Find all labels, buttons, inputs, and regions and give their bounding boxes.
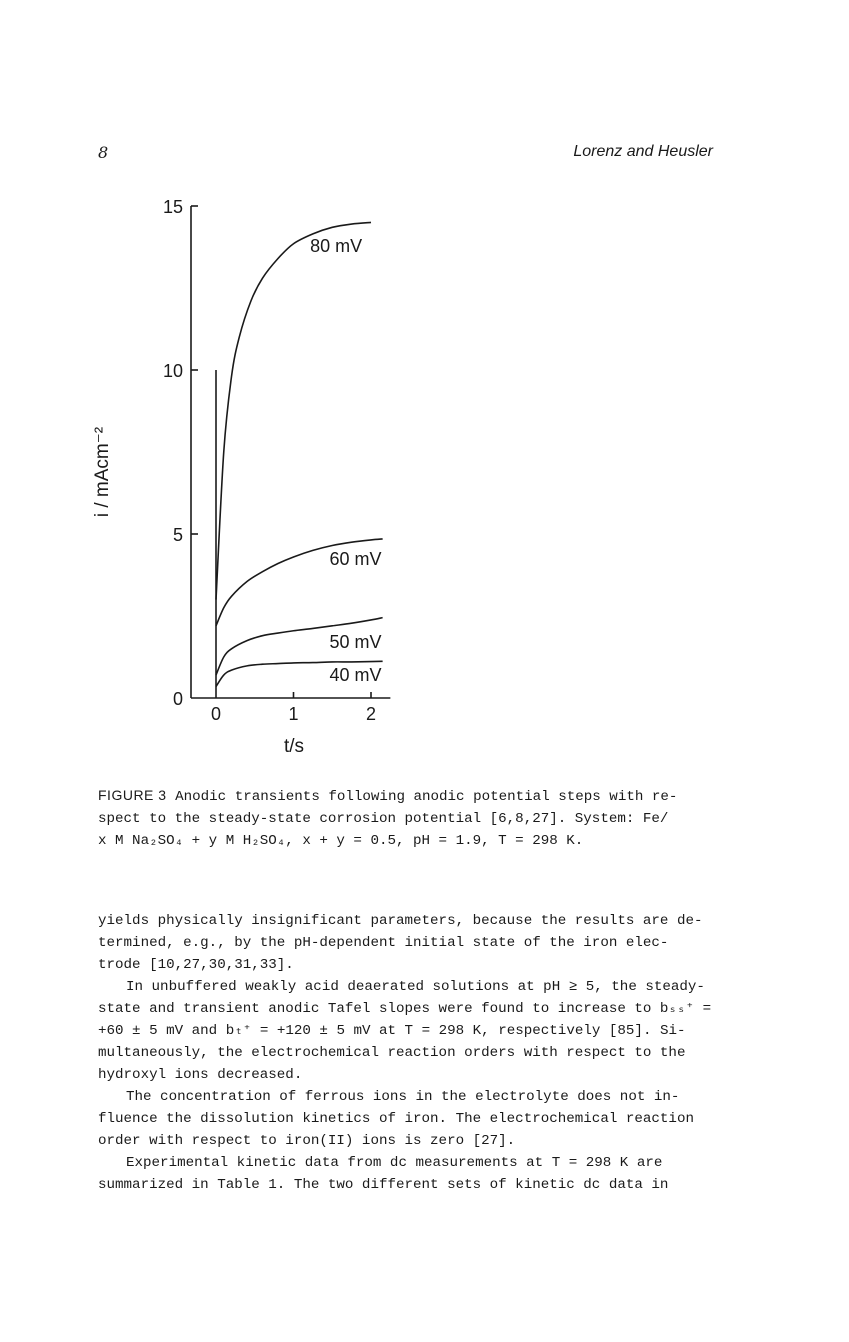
text-line: yields physically insignificant parameters, because the results are de- (98, 913, 703, 929)
text-line: termined, e.g., by the pH-dependent initial state of the iron elec- (98, 935, 669, 951)
series-label: 50 mV (329, 632, 382, 653)
caption-line: x M Na₂SO₄ + y M H₂SO₄, x + y = 0.5, pH = 1.9, T = 298 K. (98, 833, 584, 849)
y-tick-label: 0 (172, 689, 183, 709)
text-line: multaneously, the electrochemical reaction orders with respect to the (98, 1045, 686, 1061)
series-label: 40 mV (329, 664, 382, 685)
text-line: summarized in Table 1. The two different sets of kinetic dc data in (98, 1177, 669, 1193)
y-axis-label: i / mAcm⁻² (92, 426, 113, 518)
caption-line: spect to the steady-state corrosion potential [6,8,27]. System: Fe/ (98, 811, 669, 827)
caption-label: FIGURE 3 (98, 787, 167, 803)
y-tick-label: 5 (172, 525, 183, 545)
text-line: hydroxyl ions decreased. (98, 1067, 303, 1083)
x-tick-label: 2 (365, 704, 377, 724)
paragraph (98, 1086, 738, 1152)
x-tick-label: 0 (210, 704, 222, 724)
page-number: 8 (98, 143, 109, 162)
text-line: state and transient anodic Tafel slopes were found to increase to bₛₛ⁺ = (98, 1001, 712, 1017)
text-line: In unbuffered weakly acid deaerated solutions at pH ≥ 5, the steady- (126, 979, 705, 995)
text-line: Experimental kinetic data from dc measurements at T = 298 K are (126, 1155, 663, 1171)
figure-caption (98, 784, 728, 852)
series-label: 60 mV (329, 549, 382, 570)
text-line: The concentration of ferrous ions in the electrolyte does not in- (126, 1089, 680, 1105)
paragraph (98, 976, 738, 1086)
text-line: fluence the dissolution kinetics of iron. The electrochemical reaction (98, 1111, 694, 1127)
chart-series (216, 222, 383, 698)
paragraph (98, 1152, 738, 1196)
text-line: +60 ± 5 mV and bₜ⁺ = +120 ± 5 mV at T = 298 K, respectively [85]. Si- (98, 1023, 686, 1039)
series-label: 80 mV (310, 235, 363, 256)
chart-labels (310, 236, 381, 685)
body-text (98, 910, 738, 1196)
y-tick-label: 10 (162, 361, 183, 381)
text-line: trode [10,27,30,31,33]. (98, 957, 294, 973)
x-axis-label: t/s (283, 736, 305, 757)
running-head: Lorenz and Heusler (573, 143, 713, 160)
y-tick-label: 15 (162, 197, 183, 217)
paragraph (98, 910, 738, 976)
text-line: order with respect to iron(II) ions is zero [27]. (98, 1133, 516, 1149)
x-tick-label: 1 (288, 704, 299, 724)
caption-line: Anodic transients following anodic potential steps with re- (175, 789, 678, 805)
